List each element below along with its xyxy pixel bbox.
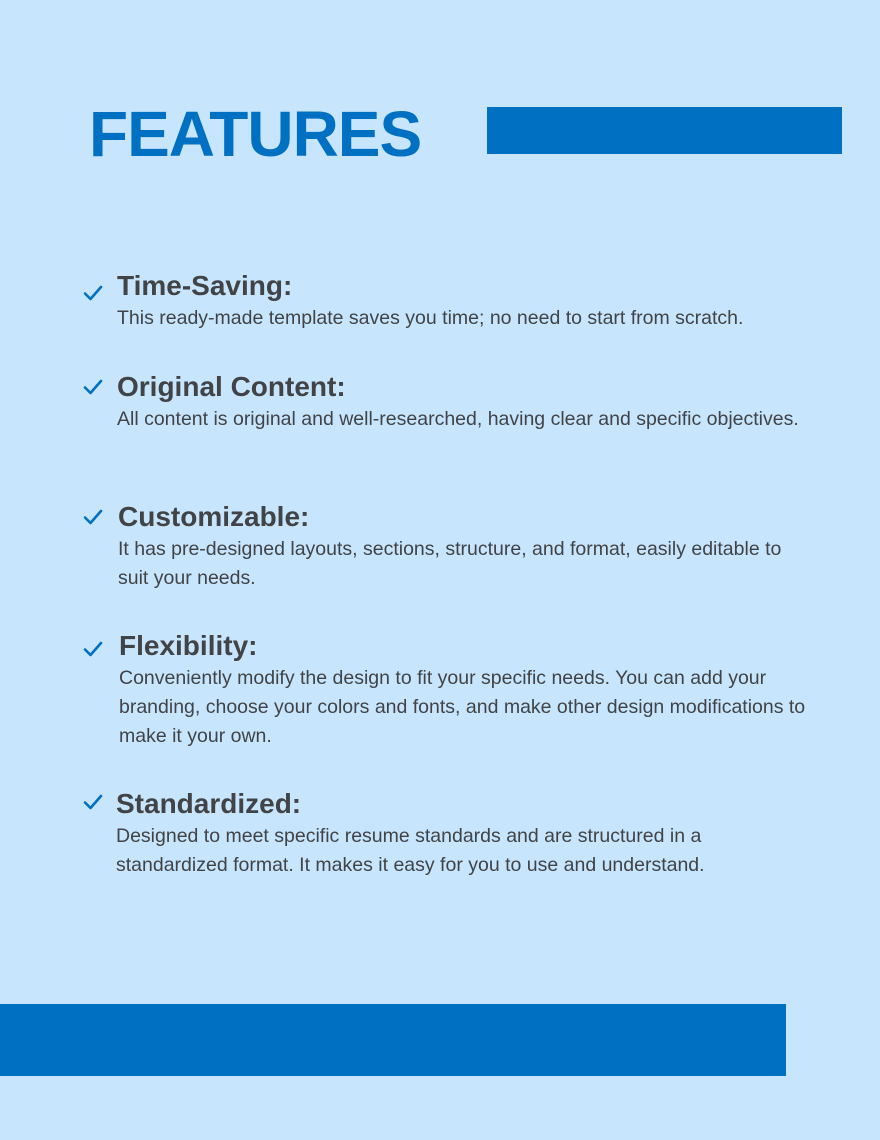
check-icon [83,792,103,812]
feature-description: All content is original and well-researched, having clear and specific objectives. [117,408,799,430]
feature-title: Flexibility: [119,630,258,661]
feature-title: Time-Saving: [117,270,293,301]
feature-title: Standardized: [116,788,302,819]
page-title: FEATURES [89,98,422,170]
feature-title: Customizable: [118,501,310,532]
feature-description: This ready-made template saves you time; no need to start from scratch. [117,307,744,329]
feature-description: It has pre-designed layouts, sections, structure, and format, easily editable to suit your needs. [118,538,782,589]
check-icon [83,507,103,527]
footer-accent-bar [0,1004,786,1076]
feature-title: Original Content: [117,371,346,402]
title-accent-bar [487,107,842,154]
feature-item-customizable [118,501,808,593]
feature-item-original-content [117,371,807,434]
check-icon [83,639,103,659]
feature-item-time-saving [117,270,807,333]
check-icon [83,283,103,303]
feature-description: Designed to meet specific resume standards and are structured in a standardized format. It makes it easy for you to use and understand. [116,825,705,876]
check-icon [83,377,103,397]
feature-description: Conveniently modify the design to fit your specific needs. You can add your branding, choose your colors and fonts, and make other design modifications to make it your own. [119,667,806,747]
feature-item-standardized [116,788,806,880]
feature-item-flexibility [119,630,809,751]
